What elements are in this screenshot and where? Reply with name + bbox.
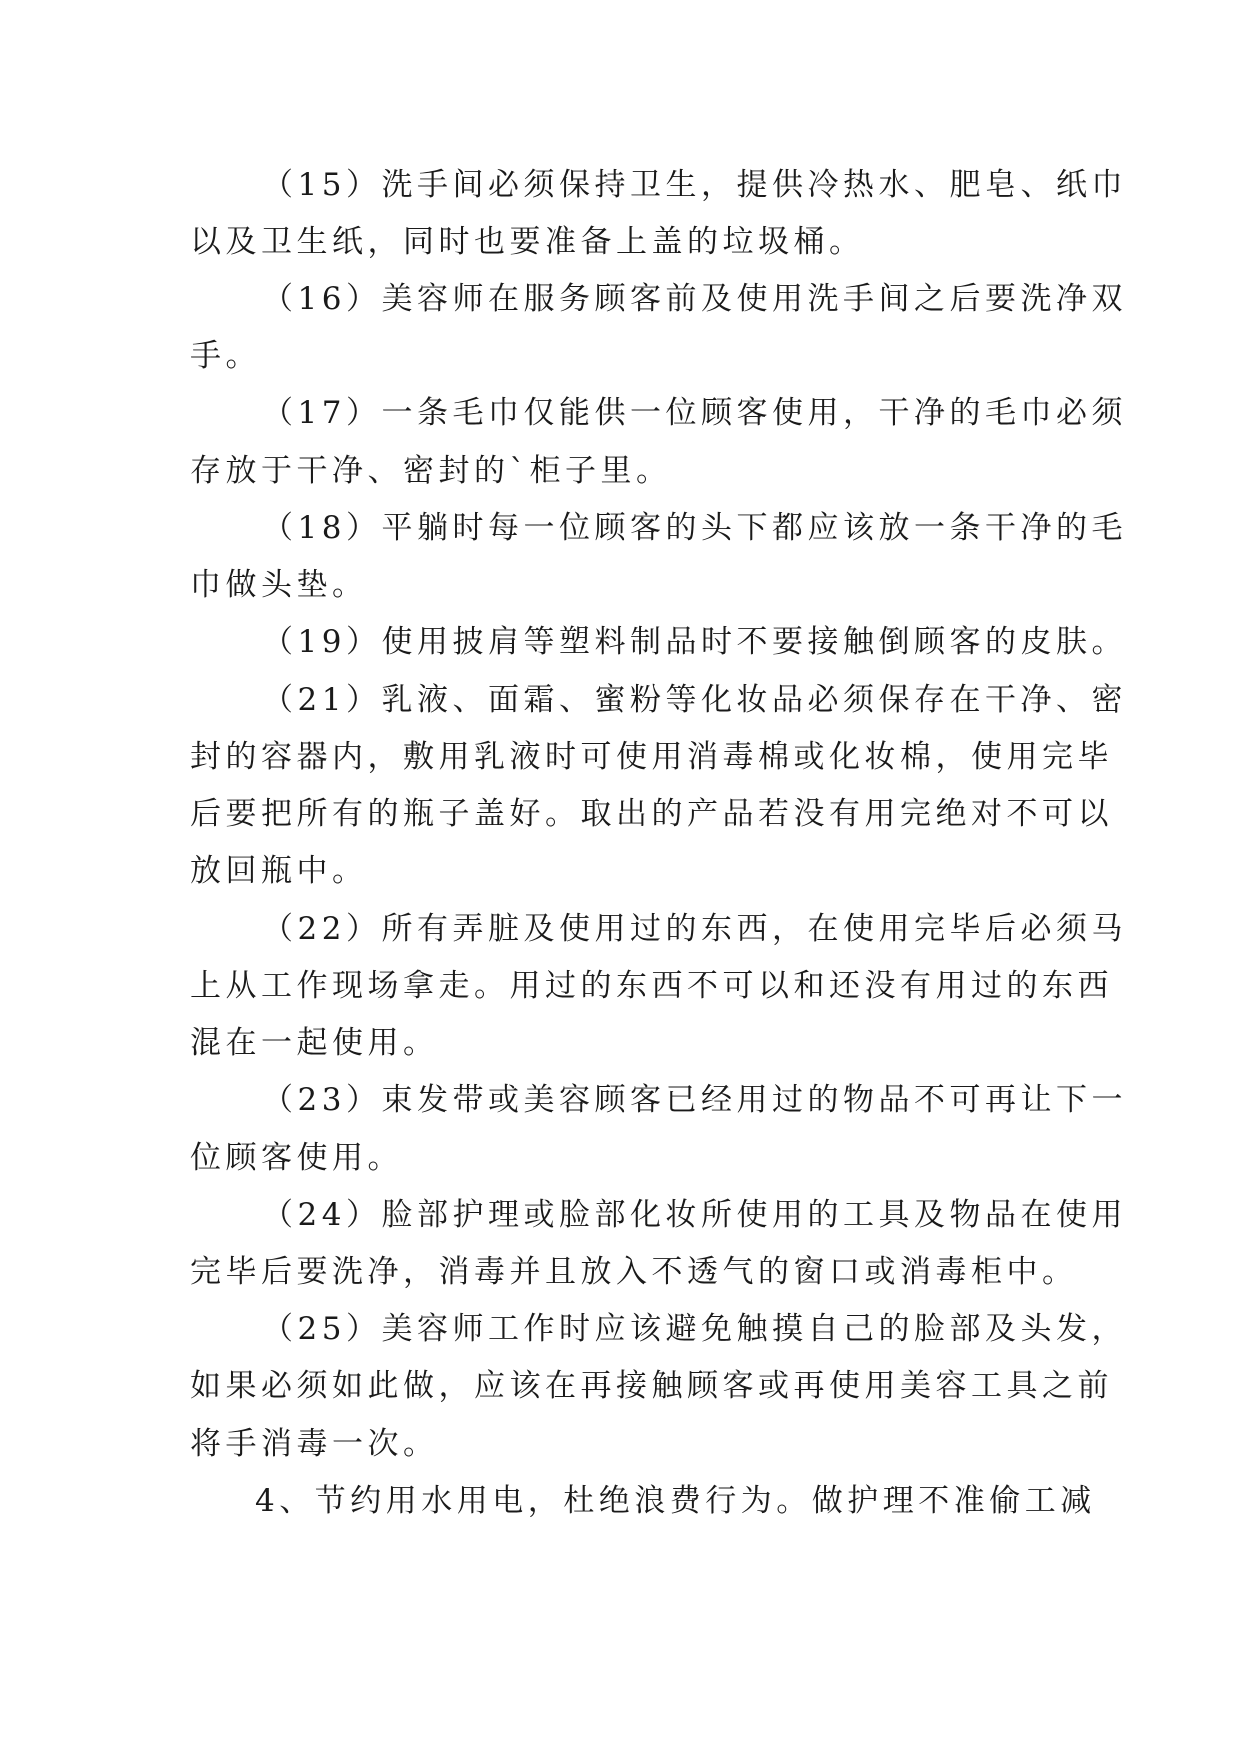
text-line: 4、节约用水用电，杜绝浪费行为。做护理不准偷工减 <box>255 1483 1096 1519</box>
text-line: 将手消毒一次。 <box>190 1426 439 1462</box>
text-line: （15）洗手间必须保持卫生，提供冷热水、肥皂、纸巾 <box>262 167 1127 203</box>
text-line: （16）美容师在服务顾客前及使用洗手间之后要洗净双 <box>262 281 1127 317</box>
text-line: （17）一条毛巾仅能供一位顾客使用，干净的毛巾必须 <box>262 395 1127 431</box>
text-line: 上从工作现场拿走。用过的东西不可以和还没有用过的东西 <box>190 968 1113 1004</box>
text-line: 完毕后要洗净，消毒并且放入不透气的窗口或消毒柜中。 <box>190 1254 1078 1290</box>
text-line: 手。 <box>190 338 261 374</box>
text-line: （24）脸部护理或脸部化妆所使用的工具及物品在使用 <box>262 1197 1127 1233</box>
text-line: 以及卫生纸，同时也要准备上盖的垃圾桶。 <box>190 224 865 260</box>
text-line: 封的容器内，敷用乳液时可使用消毒棉或化妆棉，使用完毕 <box>190 739 1113 775</box>
text-line: （21）乳液、面霜、蜜粉等化妆品必须保存在干净、密 <box>262 682 1127 718</box>
text-line: （18）平躺时每一位顾客的头下都应该放一条干净的毛 <box>262 510 1127 546</box>
text-line: 如果必须如此做，应该在再接触顾客或再使用美容工具之前 <box>190 1368 1113 1404</box>
text-line: （22）所有弄脏及使用过的东西，在使用完毕后必须马 <box>262 911 1127 947</box>
text-line: （25）美容师工作时应该避免触摸自己的脸部及头发， <box>262 1311 1127 1347</box>
text-line: 放回瓶中。 <box>190 853 368 889</box>
text-line: 巾做头垫。 <box>190 567 368 603</box>
text-line: 后要把所有的瓶子盖好。取出的产品若没有用完绝对不可以 <box>190 796 1113 832</box>
text-line: （19）使用披肩等塑料制品时不要接触倒顾客的皮肤。 <box>262 624 1127 660</box>
text-line: 存放于干净、密封的`柜子里。 <box>190 453 672 489</box>
text-line: （23）束发带或美容顾客已经用过的物品不可再让下一 <box>262 1082 1127 1118</box>
text-line: 混在一起使用。 <box>190 1025 439 1061</box>
text-line: 位顾客使用。 <box>190 1140 403 1176</box>
